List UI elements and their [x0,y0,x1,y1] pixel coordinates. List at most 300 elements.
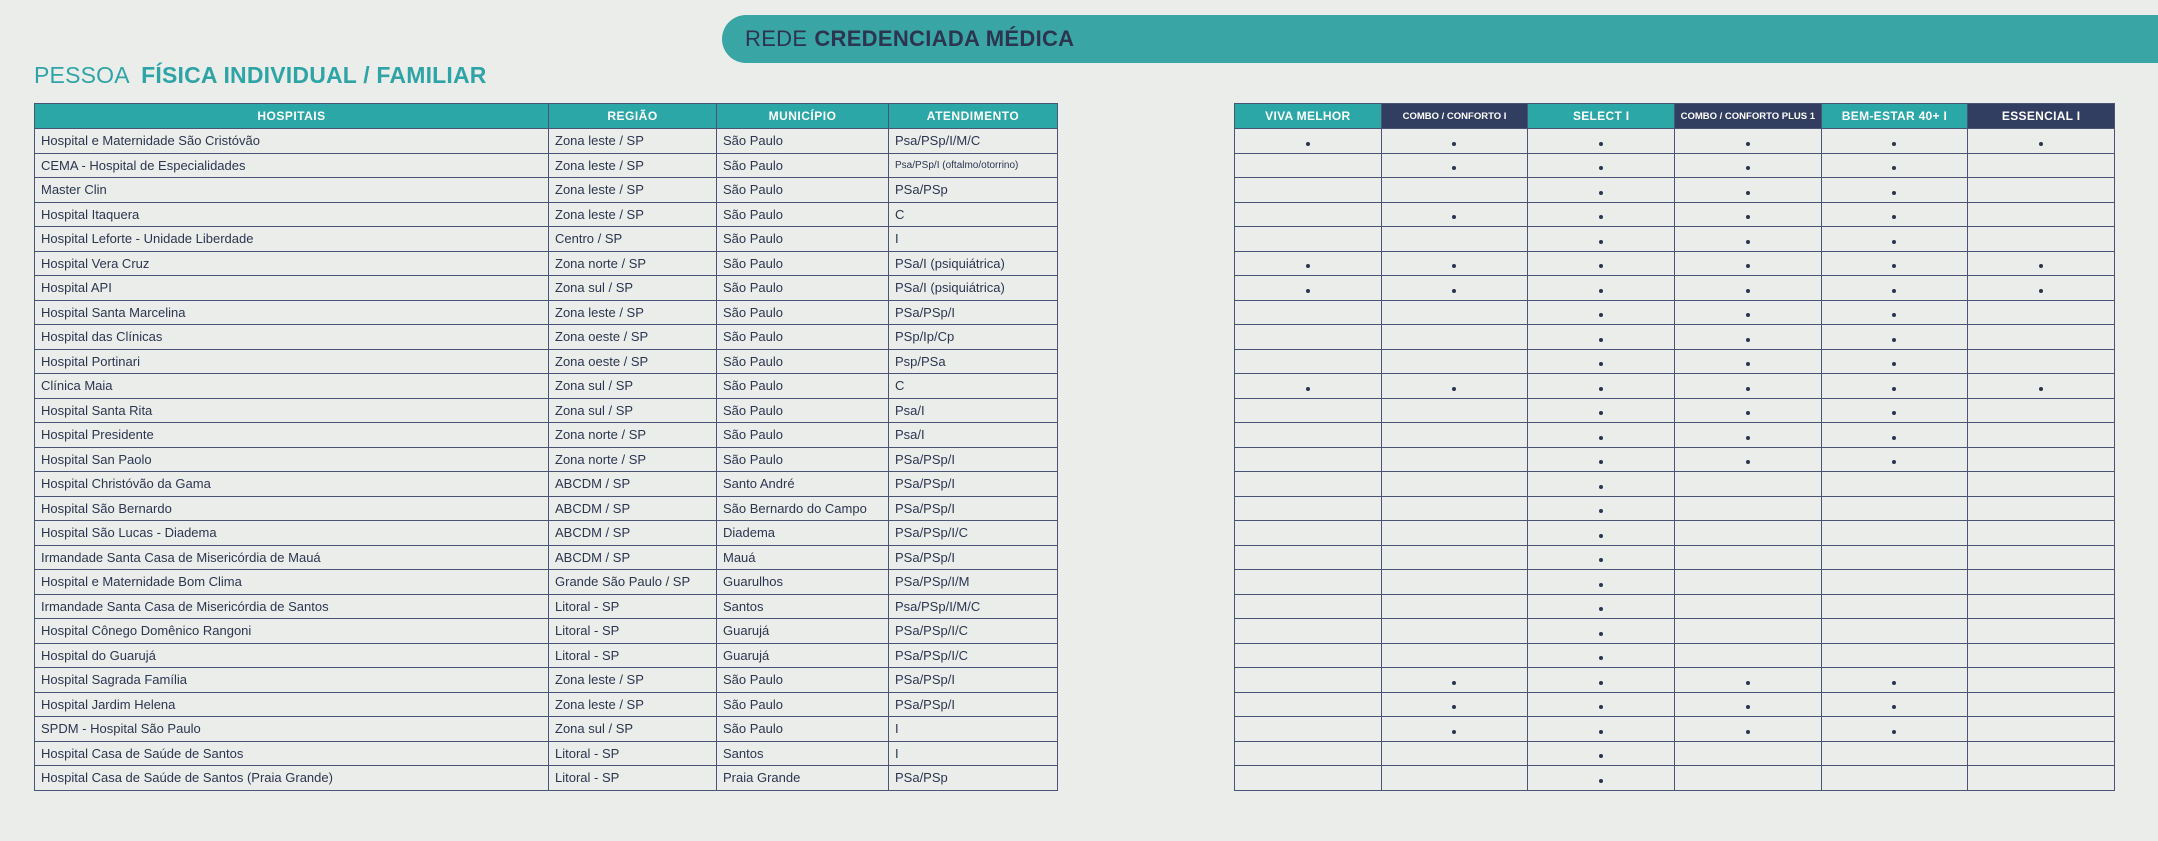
plan-cell-select [1528,521,1675,546]
page-banner [722,15,2158,63]
hospital-name-cell: Master Clin [35,178,549,203]
table-row [35,153,1058,178]
service-cell: PSa/PSp/I/C [889,619,1058,644]
coverage-dot-icon [1892,681,1896,685]
coverage-dot-icon [1746,436,1750,440]
plan-cell-essencial [1968,447,2115,472]
plan-cell-viva-melhor [1235,594,1382,619]
plan-cell-combo-conforto-plus [1674,227,1821,252]
plan-cell-essencial [1968,521,2115,546]
municipality-cell: São Paulo [717,398,889,423]
coverage-dot-icon [1599,166,1603,170]
banner-prefix: REDE [745,26,808,51]
plan-cell-viva-melhor [1235,717,1382,742]
coverage-dot-icon [1599,656,1603,660]
coverage-dot-icon [1892,411,1896,415]
coverage-dot-icon [1599,779,1603,783]
table-row [1235,349,2115,374]
plan-cell-select [1528,202,1675,227]
plan-cell-select [1528,349,1675,374]
plan-cell-essencial [1968,374,2115,399]
plan-cell-bem-estar [1821,325,1968,350]
plan-cell-combo-conforto [1381,717,1528,742]
region-cell: Zona leste / SP [549,668,717,693]
coverage-dot-icon [1746,338,1750,342]
plan-cell-select [1528,692,1675,717]
table-row [1235,251,2115,276]
col-header-viva-melhor: VIVA MELHOR [1235,104,1382,129]
coverage-dot-icon [1746,191,1750,195]
plan-cell-combo-conforto-plus [1674,594,1821,619]
region-cell: Zona sul / SP [549,374,717,399]
plan-cell-combo-conforto-plus [1674,766,1821,791]
municipality-cell: Praia Grande [717,766,889,791]
municipality-cell: São Paulo [717,668,889,693]
plan-cell-viva-melhor [1235,325,1382,350]
table-row [35,178,1058,203]
table-row [1235,741,2115,766]
table-row [35,325,1058,350]
table-row [35,717,1058,742]
plan-cell-select [1528,276,1675,301]
plan-cell-bem-estar [1821,129,1968,154]
plan-cell-combo-conforto [1381,668,1528,693]
region-cell: Zona leste / SP [549,300,717,325]
hospital-name-cell: Hospital e Maternidade Bom Clima [35,570,549,595]
region-cell: Litoral - SP [549,619,717,644]
plan-cell-combo-conforto [1381,643,1528,668]
region-cell: Centro / SP [549,227,717,252]
plan-cell-combo-conforto [1381,545,1528,570]
hospital-name-cell: Hospital Sagrada Família [35,668,549,693]
table-row [35,398,1058,423]
table-row [35,349,1058,374]
plan-cell-combo-conforto [1381,251,1528,276]
plan-cell-essencial [1968,545,2115,570]
plan-cell-essencial [1968,153,2115,178]
coverage-dot-icon [1452,166,1456,170]
plan-cell-essencial [1968,766,2115,791]
coverage-dot-icon [1599,460,1603,464]
coverage-dot-icon [1452,264,1456,268]
plan-cell-essencial [1968,300,2115,325]
plan-cell-bem-estar [1821,668,1968,693]
table-row [35,423,1058,448]
plan-cell-combo-conforto [1381,521,1528,546]
municipality-cell: São Paulo [717,276,889,301]
region-cell: Zona sul / SP [549,398,717,423]
service-cell: PSa/PSp/I [889,472,1058,497]
table-row [35,594,1058,619]
plan-cell-viva-melhor [1235,766,1382,791]
plan-cell-bem-estar [1821,545,1968,570]
service-cell: PSa/PSp [889,766,1058,791]
plan-cell-essencial [1968,643,2115,668]
municipality-cell: São Paulo [717,129,889,154]
plan-cell-viva-melhor [1235,668,1382,693]
plan-cell-combo-conforto-plus [1674,472,1821,497]
service-cell: Psa/PSp/I/M/C [889,129,1058,154]
plan-cell-essencial [1968,496,2115,521]
coverage-dot-icon [1746,362,1750,366]
plan-cell-bem-estar [1821,153,1968,178]
region-cell: Zona leste / SP [549,129,717,154]
subtitle-prefix: PESSOA [34,62,129,88]
plan-cell-bem-estar [1821,472,1968,497]
hospital-name-cell: Irmandade Santa Casa de Misericórdia de Santos [35,594,549,619]
table-row [1235,374,2115,399]
hospital-name-cell: Hospital Jardim Helena [35,692,549,717]
municipality-cell: Guarujá [717,619,889,644]
municipality-cell: Santo André [717,472,889,497]
plan-cell-bem-estar [1821,423,1968,448]
coverage-dot-icon [1746,681,1750,685]
municipality-cell: Santos [717,741,889,766]
coverage-dot-icon [1892,240,1896,244]
plan-cell-viva-melhor [1235,521,1382,546]
coverage-dot-icon [1599,313,1603,317]
hospital-name-cell: Hospital Christóvão da Gama [35,472,549,497]
coverage-dot-icon [1892,387,1896,391]
plan-cell-bem-estar [1821,202,1968,227]
municipality-cell: São Paulo [717,153,889,178]
region-cell: Litoral - SP [549,643,717,668]
table-row [35,251,1058,276]
table-row [1235,496,2115,521]
coverage-dot-icon [1599,558,1603,562]
service-cell: PSp/Ip/Cp [889,325,1058,350]
plan-cell-viva-melhor [1235,423,1382,448]
plan-cell-combo-conforto [1381,398,1528,423]
coverage-dot-icon [2039,142,2043,146]
plan-cell-select [1528,423,1675,448]
coverage-dot-icon [1599,583,1603,587]
plan-cell-essencial [1968,692,2115,717]
table-row [1235,325,2115,350]
plan-cell-select [1528,374,1675,399]
table-row [35,668,1058,693]
plan-cell-select [1528,251,1675,276]
service-cell: PSa/PSp/I/C [889,521,1058,546]
plan-cell-viva-melhor [1235,741,1382,766]
page-subtitle [34,62,487,89]
plan-cell-essencial [1968,619,2115,644]
plan-cell-select [1528,741,1675,766]
hospital-name-cell: Hospital Cônego Domênico Rangoni [35,619,549,644]
table-row [1235,619,2115,644]
plan-cell-combo-conforto-plus [1674,619,1821,644]
plan-cell-combo-conforto [1381,202,1528,227]
coverage-dot-icon [1599,289,1603,293]
plan-cell-select [1528,153,1675,178]
region-cell: Zona leste / SP [549,153,717,178]
region-cell: Zona leste / SP [549,692,717,717]
coverage-dot-icon [1599,485,1603,489]
plan-cell-viva-melhor [1235,276,1382,301]
municipality-cell: Santos [717,594,889,619]
plan-cell-combo-conforto-plus [1674,398,1821,423]
table-row [1235,717,2115,742]
plan-cell-select [1528,325,1675,350]
plan-cell-combo-conforto [1381,741,1528,766]
table-row [35,496,1058,521]
table-row [1235,643,2115,668]
table-row [35,545,1058,570]
plan-cell-bem-estar [1821,300,1968,325]
plan-cell-combo-conforto [1381,300,1528,325]
plan-cell-bem-estar [1821,766,1968,791]
region-cell: Zona norte / SP [549,447,717,472]
region-cell: Litoral - SP [549,766,717,791]
coverage-dot-icon [1599,338,1603,342]
plan-cell-combo-conforto-plus [1674,521,1821,546]
coverage-dot-icon [1892,264,1896,268]
plan-cell-essencial [1968,325,2115,350]
municipality-cell: São Paulo [717,717,889,742]
plan-cell-combo-conforto-plus [1674,374,1821,399]
plan-cell-viva-melhor [1235,251,1382,276]
coverage-dot-icon [1599,681,1603,685]
col-header-select: SELECT I [1528,104,1675,129]
coverage-dot-icon [1599,142,1603,146]
plan-cell-viva-melhor [1235,398,1382,423]
plan-cell-select [1528,472,1675,497]
plan-cell-bem-estar [1821,692,1968,717]
plan-cell-essencial [1968,594,2115,619]
plan-cell-combo-conforto-plus [1674,447,1821,472]
plan-cell-select [1528,643,1675,668]
plan-cell-bem-estar [1821,741,1968,766]
service-cell: PSa/PSp/I [889,447,1058,472]
col-header-hospitais: HOSPITAIS [35,104,549,129]
service-cell: PSa/PSp/I/C [889,643,1058,668]
region-cell: Zona norte / SP [549,251,717,276]
plan-cell-combo-conforto [1381,423,1528,448]
table-row [1235,129,2115,154]
table-row [1235,276,2115,301]
coverage-dot-icon [1599,607,1603,611]
plan-cell-viva-melhor [1235,202,1382,227]
coverage-dot-icon [1599,191,1603,195]
plan-cell-select [1528,545,1675,570]
hospital-name-cell: Hospital Casa de Saúde de Santos [35,741,549,766]
plan-cell-select [1528,227,1675,252]
coverage-dot-icon [1892,142,1896,146]
plan-cell-viva-melhor [1235,227,1382,252]
plan-cell-bem-estar [1821,374,1968,399]
hospital-name-cell: Hospital e Maternidade São Cristóvão [35,129,549,154]
plan-cell-combo-conforto [1381,570,1528,595]
service-cell: C [889,374,1058,399]
service-cell: I [889,227,1058,252]
table-row [1235,202,2115,227]
plan-cell-bem-estar [1821,643,1968,668]
service-cell: Psa/PSp/I/M/C [889,594,1058,619]
coverage-dot-icon [1306,142,1310,146]
table-row [35,643,1058,668]
col-header-municipio: MUNICÍPIO [717,104,889,129]
table-row [1235,692,2115,717]
hospital-name-cell: Hospital Casa de Saúde de Santos (Praia Grande) [35,766,549,791]
coverage-dot-icon [1599,754,1603,758]
table-row [35,766,1058,791]
plan-table [1234,103,2115,791]
plan-cell-combo-conforto [1381,594,1528,619]
table-row [1235,153,2115,178]
plan-cell-select [1528,717,1675,742]
hospital-name-cell: Hospital São Lucas - Diadema [35,521,549,546]
plan-cell-combo-conforto-plus [1674,545,1821,570]
plan-cell-combo-conforto-plus [1674,423,1821,448]
plan-cell-viva-melhor [1235,349,1382,374]
plan-cell-bem-estar [1821,276,1968,301]
hospital-name-cell: Hospital Vera Cruz [35,251,549,276]
hospital-name-cell: Hospital São Bernardo [35,496,549,521]
municipality-cell: São Paulo [717,374,889,399]
coverage-dot-icon [1452,705,1456,709]
region-cell: Litoral - SP [549,594,717,619]
service-cell: Psp/PSa [889,349,1058,374]
service-cell: PSa/I (psiquiátrica) [889,251,1058,276]
municipality-cell: São Paulo [717,447,889,472]
plan-cell-essencial [1968,570,2115,595]
plan-cell-combo-conforto-plus [1674,300,1821,325]
coverage-dot-icon [1746,387,1750,391]
table-row [35,741,1058,766]
coverage-dot-icon [1746,166,1750,170]
plan-cell-essencial [1968,276,2115,301]
plan-cell-combo-conforto [1381,129,1528,154]
col-header-regiao: REGIÃO [549,104,717,129]
coverage-dot-icon [1306,387,1310,391]
plan-cell-combo-conforto-plus [1674,570,1821,595]
plan-cell-select [1528,496,1675,521]
plan-cell-combo-conforto [1381,692,1528,717]
plan-cell-combo-conforto-plus [1674,178,1821,203]
plan-cell-combo-conforto-plus [1674,349,1821,374]
service-cell: I [889,717,1058,742]
table-row [35,447,1058,472]
municipality-cell: São Paulo [717,349,889,374]
hospital-table-header [35,104,1058,129]
plan-cell-essencial [1968,398,2115,423]
plan-cell-select [1528,300,1675,325]
plan-cell-combo-conforto-plus [1674,717,1821,742]
plan-cell-essencial [1968,472,2115,497]
plan-cell-combo-conforto-plus [1674,129,1821,154]
municipality-cell: Guarujá [717,643,889,668]
region-cell: Zona oeste / SP [549,325,717,350]
plan-cell-bem-estar [1821,521,1968,546]
plan-cell-combo-conforto-plus [1674,202,1821,227]
hospital-name-cell: Hospital Itaquera [35,202,549,227]
coverage-dot-icon [1892,313,1896,317]
table-row [35,472,1058,497]
coverage-dot-icon [1892,166,1896,170]
coverage-dot-icon [1452,142,1456,146]
plan-cell-essencial [1968,129,2115,154]
banner-title: CREDENCIADA MÉDICA [814,26,1075,51]
coverage-dot-icon [1746,730,1750,734]
plan-cell-select [1528,594,1675,619]
municipality-cell: Diadema [717,521,889,546]
col-header-combo-conforto-plus: COMBO / CONFORTO PLUS 1 [1674,104,1821,129]
plan-cell-combo-conforto-plus [1674,668,1821,693]
service-cell: PSa/I (psiquiátrica) [889,276,1058,301]
hospital-name-cell: Hospital das Clínicas [35,325,549,350]
plan-cell-viva-melhor [1235,153,1382,178]
table-row [1235,398,2115,423]
plan-cell-bem-estar [1821,251,1968,276]
region-cell: Zona norte / SP [549,423,717,448]
service-cell: PSa/PSp/I/M [889,570,1058,595]
coverage-dot-icon [1746,411,1750,415]
col-header-combo-conforto: COMBO / CONFORTO I [1381,104,1528,129]
plan-cell-combo-conforto-plus [1674,276,1821,301]
plan-cell-select [1528,668,1675,693]
plan-cell-combo-conforto-plus [1674,251,1821,276]
subtitle-title: FÍSICA INDIVIDUAL / FAMILIAR [141,62,487,88]
plan-cell-essencial [1968,178,2115,203]
service-cell: PSa/PSp/I [889,545,1058,570]
plan-cell-select [1528,398,1675,423]
plan-cell-essencial [1968,423,2115,448]
plan-cell-bem-estar [1821,570,1968,595]
table-row [35,374,1058,399]
table-row [1235,594,2115,619]
table-row [35,227,1058,252]
plan-cell-combo-conforto-plus [1674,692,1821,717]
plan-cell-bem-estar [1821,594,1968,619]
plan-cell-viva-melhor [1235,178,1382,203]
plan-cell-select [1528,619,1675,644]
table-row [1235,447,2115,472]
municipality-cell: São Paulo [717,423,889,448]
coverage-dot-icon [1599,411,1603,415]
table-row [35,570,1058,595]
coverage-dot-icon [1892,191,1896,195]
coverage-dot-icon [1599,240,1603,244]
coverage-dot-icon [1599,705,1603,709]
coverage-dot-icon [1599,436,1603,440]
plan-cell-combo-conforto [1381,496,1528,521]
plan-cell-select [1528,766,1675,791]
coverage-dot-icon [1892,705,1896,709]
region-cell: Zona sul / SP [549,717,717,742]
plan-cell-viva-melhor [1235,545,1382,570]
hospital-name-cell: Hospital Leforte - Unidade Liberdade [35,227,549,252]
region-cell: Litoral - SP [549,741,717,766]
coverage-dot-icon [1599,264,1603,268]
plan-cell-viva-melhor [1235,692,1382,717]
hospital-name-cell: Clínica Maia [35,374,549,399]
service-cell: PSa/PSp/I [889,300,1058,325]
coverage-dot-icon [1746,460,1750,464]
region-cell: Zona leste / SP [549,178,717,203]
coverage-dot-icon [1599,534,1603,538]
plan-cell-viva-melhor [1235,643,1382,668]
service-cell: PSa/PSp/I [889,692,1058,717]
region-cell: ABCDM / SP [549,496,717,521]
plan-cell-combo-conforto-plus [1674,153,1821,178]
plan-cell-essencial [1968,668,2115,693]
plan-cell-combo-conforto-plus [1674,496,1821,521]
coverage-dot-icon [1452,289,1456,293]
hospital-name-cell: CEMA - Hospital de Especialidades [35,153,549,178]
table-row [35,521,1058,546]
hospital-name-cell: SPDM - Hospital São Paulo [35,717,549,742]
coverage-dot-icon [1892,215,1896,219]
